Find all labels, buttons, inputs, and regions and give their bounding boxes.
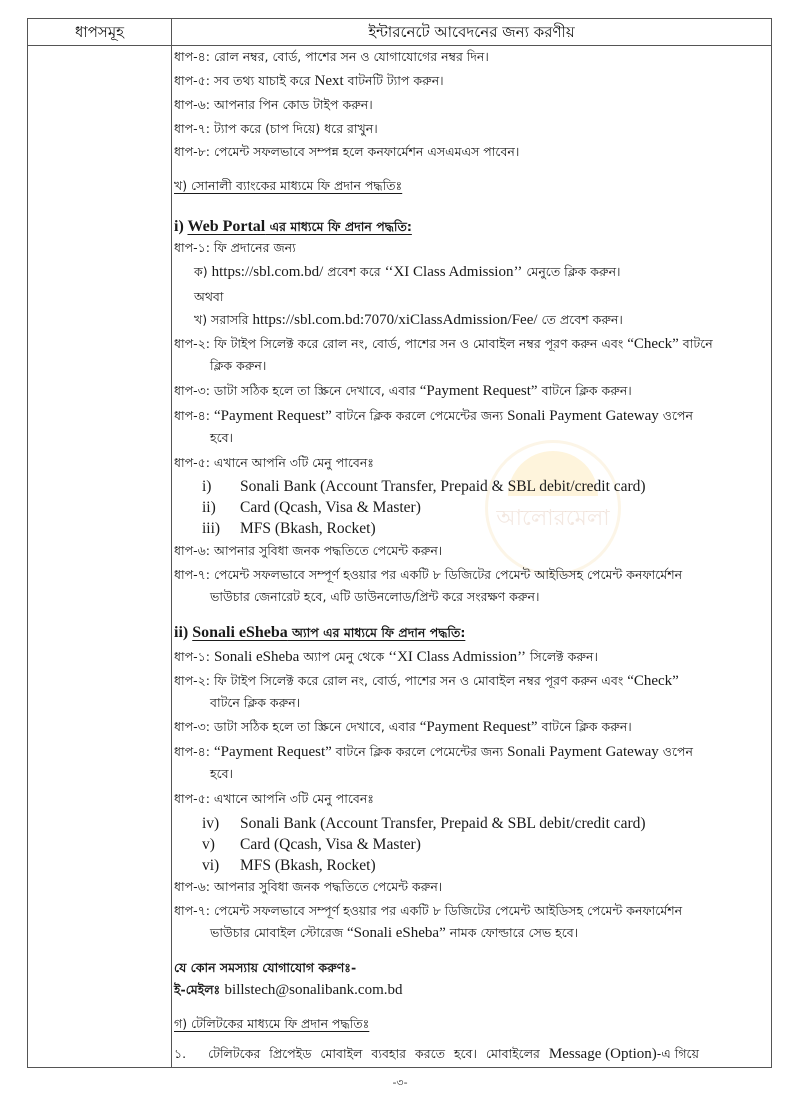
web-portal-step-3: ধাপ-৩: ডাটা সঠিক হলে তা স্ক্রিনে দেখাবে, এবার “Payment Request” বাটনে ক্লিক করুন। [174,383,632,399]
section-teletalk-heading: গ) টেলিটকের মাধ্যমে ফি প্রদান পদ্ধতিঃ [174,1016,370,1031]
esheba-step-4: ধাপ-৪: “Payment Request” বাটনে ক্লিক করলে পেমেন্টের জন্য Sonali Payment Gateway ওপেন [174,744,693,760]
esheba-step-7-cont: ভাউচার মোবাইল স্টোরেজ “Sonali eSheba” নামক ফোল্ডারে সেভ হবে। [210,925,579,941]
step-4: ধাপ-৪: রোল নম্বর, বোর্ড, পাশের সন ও যোগাযোগের নম্বর দিন। [174,49,489,64]
step-8: ধাপ-৮: পেমেন্ট সফলভাবে সম্পন্ন হলে কনফার্মেশন এসএমএস পাবেন। [174,144,520,159]
sbl-fee-link[interactable]: https://sbl.com.bd:7070/xiClassAdmission/Fee/ [252,312,538,328]
step-6: ধাপ-৬: আপনার পিন কোড টাইপ করুন। [174,97,373,112]
column-divider [171,19,172,1067]
step-5: ধাপ-৫: সব তথ্য যাচাই করে Next বাটনটি ট্যাপ করুন। [174,73,444,89]
web-portal-option-1: i) Sonali Bank (Account Transfer, Prepaid & SBL debit/credit card) [202,478,646,495]
web-portal-step-1a: ক) https://sbl.com.bd/ প্রবেশ করে ‘‘XI Class Admission’’ মেনুতে ক্লিক করুন। [194,264,621,280]
web-portal-step-1b: খ) সরাসরি https://sbl.com.bd:7070/xiClassAdmission/Fee/ তে প্রবেশ করুন। [194,312,623,328]
esheba-step-7: ধাপ-৭: পেমেন্ট সফলভাবে সম্পূর্ণ হওয়ার পর একটি ৮ ডিজিটের পেমেন্ট আইডিসহ পেমেন্ট কনফার্মেশন [174,903,683,918]
step-7: ধাপ-৭: ট্যাপ করে (চাপ দিয়ে) ধরে রাখুন। [174,121,378,136]
contact-label: যে কোন সমস্যায় যোগাযোগ করুণঃ- [174,960,357,975]
web-portal-step-7-cont: ভাউচার জেনারেট হবে, এটি ডাউনলোড/প্রিন্ট করে সংরক্ষণ করুন। [210,589,540,604]
header-steps: ধাপসমূহ [74,23,125,41]
web-portal-option-3: iii) MFS (Bkash, Rocket) [202,520,376,537]
esheba-step-3: ধাপ-৩: ডাটা সঠিক হলে তা স্ক্রিনে দেখাবে, এবার “Payment Request” বাটনে ক্লিক করুন। [174,719,632,735]
sbl-link[interactable]: https://sbl.com.bd/ [211,264,324,280]
web-portal-step-1: ধাপ-১: ফি প্রদানের জন্য [174,240,296,255]
header-internet-application: ইন্টারনেটে আবেদনের জন্য করণীয় [368,23,575,41]
web-portal-step-5: ধাপ-৫: এখানে আপনি ৩টি মেনু পাবেনঃ [174,455,374,470]
contact-email-line: ই-মেইলঃ billstech@sonalibank.com.bd [174,982,403,998]
esheba-step-2: ধাপ-২: ফি টাইপ সিলেক্ট করে রোল নং, বোর্ড, পাশের সন ও মোবাইল নম্বর পূরণ করুন এবং “Check” [174,673,679,689]
watermark-text: আলোরমেলা [496,506,610,531]
esheba-heading: ii) Sonali eSheba অ্যাপ এর মাধ্যমে ফি প্রদান পদ্ধতি: [174,624,466,641]
web-portal-step-4-cont: হবে। [210,430,234,445]
esheba-step-1: ধাপ-১: Sonali eSheba অ্যাপ মেনু থেকে ‘‘XI Class Admission’’ সিলেক্ট করুন। [174,649,598,665]
esheba-step-6: ধাপ-৬: আপনার সুবিধা জনক পদ্ধতিতে পেমেন্ট করুন। [174,879,443,894]
esheba-option-3: vi) MFS (Bkash, Rocket) [202,857,376,874]
web-portal-step-7: ধাপ-৭: পেমেন্ট সফলভাবে সম্পূর্ণ হওয়ার পর একটি ৮ ডিজিটের পেমেন্ট আইডিসহ পেমেন্ট কনফার্মেশন [174,567,683,582]
web-portal-step-6: ধাপ-৬: আপনার সুবিধা জনক পদ্ধতিতে পেমেন্ট করুন। [174,543,443,558]
header-divider [28,45,771,46]
web-portal-step-2-cont: ক্লিক করুন। [210,358,267,373]
section-sonali-bank-heading: খ) সোনালী ব্যাংকের মাধ্যমে ফি প্রদান পদ্ধতিঃ [174,178,403,193]
esheba-option-2: v) Card (Qcash, Visa & Master) [202,836,421,853]
contact-email-link[interactable]: billstech@sonalibank.com.bd [224,982,403,998]
teletalk-item-1: ১. টেলিটকের প্রিপেইড মোবাইল ব্যবহার করতে হবে। মোবাইলের Message (Option)-এ গিয়ে [174,1046,699,1062]
web-portal-heading: i) Web Portal এর মাধ্যমে ফি প্রদান পদ্ধতি: [174,218,412,235]
page-number: -৩- [392,1076,408,1089]
esheba-step-5: ধাপ-৫: এখানে আপনি ৩টি মেনু পাবেনঃ [174,791,374,806]
esheba-step-4-cont: হবে। [210,766,234,781]
esheba-option-1: iv) Sonali Bank (Account Transfer, Prepaid & SBL debit/credit card) [202,815,646,832]
web-portal-option-2: ii) Card (Qcash, Visa & Master) [202,499,421,516]
web-portal-step-4: ধাপ-৪: “Payment Request” বাটনে ক্লিক করলে পেমেন্টের জন্য Sonali Payment Gateway ওপেন [174,408,693,424]
or-text: অথবা [194,289,224,304]
esheba-step-2-cont: বাটনে ক্লিক করুন। [210,695,301,710]
web-portal-step-2: ধাপ-২: ফি টাইপ সিলেক্ট করে রোল নং, বোর্ড, পাশের সন ও মোবাইল নম্বর পূরণ করুন এবং “Check” বাটনে [174,336,713,352]
